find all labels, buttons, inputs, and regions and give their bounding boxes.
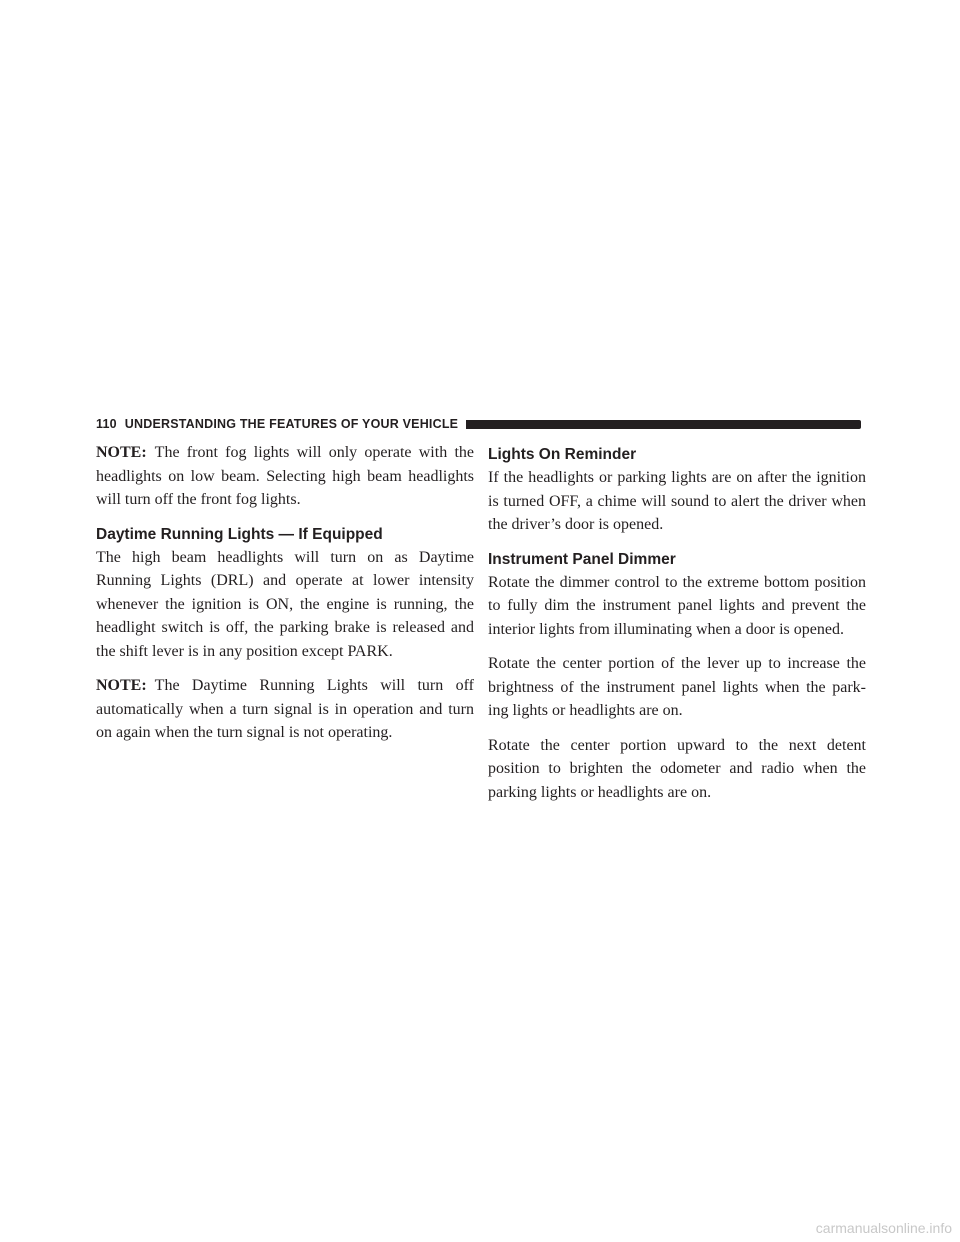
note-label: NOTE: xyxy=(96,444,147,461)
right-column xyxy=(488,441,866,815)
note-drl xyxy=(96,674,474,745)
note-text: The front fog lights will only operate with the headlights on low beam. Selecting high beam headlights will turn off the front fog lights. xyxy=(96,444,474,508)
paragraph-reminder: If the headlights or parking lights are on after the ignition is turned OFF, a chime will sound to alert the driver when the driver’s door is opened. xyxy=(488,469,866,533)
section-title: UNDERSTANDING THE FEATURES OF YOUR VEHICLE xyxy=(124,417,459,431)
note-label: NOTE: xyxy=(96,677,147,694)
heading-daytime-running-lights: Daytime Running Lights — If Equipped xyxy=(96,525,383,543)
watermark: carmanualsonline.info xyxy=(815,1220,952,1236)
paragraph-drl: The high beam headlights will turn on as Daytime Running Lights (DRL) and operate at lower intensity whenever the ignition is ON, the engine is running, the headlight switch is off, the parking brake is released and the shift lever is in any position except PARK. xyxy=(96,548,474,660)
paragraph-dimmer-2: Rotate the center portion of the lever up to increase the brightness of the instrument panel lights when the park- ing lights or headlights are on. xyxy=(488,655,866,719)
page-number: 110 xyxy=(96,417,117,431)
left-column xyxy=(96,441,474,756)
heading-instrument-panel-dimmer: Instrument Panel Dimmer xyxy=(488,550,676,568)
page-header xyxy=(96,416,861,432)
note-text: The Daytime Running Lights will turn off automatically when a turn signal is in operation and turn on again when the turn signal is not operating. xyxy=(96,677,474,741)
header-rule xyxy=(466,420,861,429)
paragraph-dimmer-1: Rotate the dimmer control to the extreme bottom position to fully dim the instrument panel lights and prevent the interior lights from illuminating when a door is opened. xyxy=(488,573,866,638)
note-fog-lights xyxy=(96,441,474,512)
heading-lights-on-reminder: Lights On Reminder xyxy=(488,446,637,463)
paragraph-dimmer-3: Rotate the center portion upward to the next detent position to brighten the odometer and radio when the parking lights or headlights are on. xyxy=(488,736,866,801)
